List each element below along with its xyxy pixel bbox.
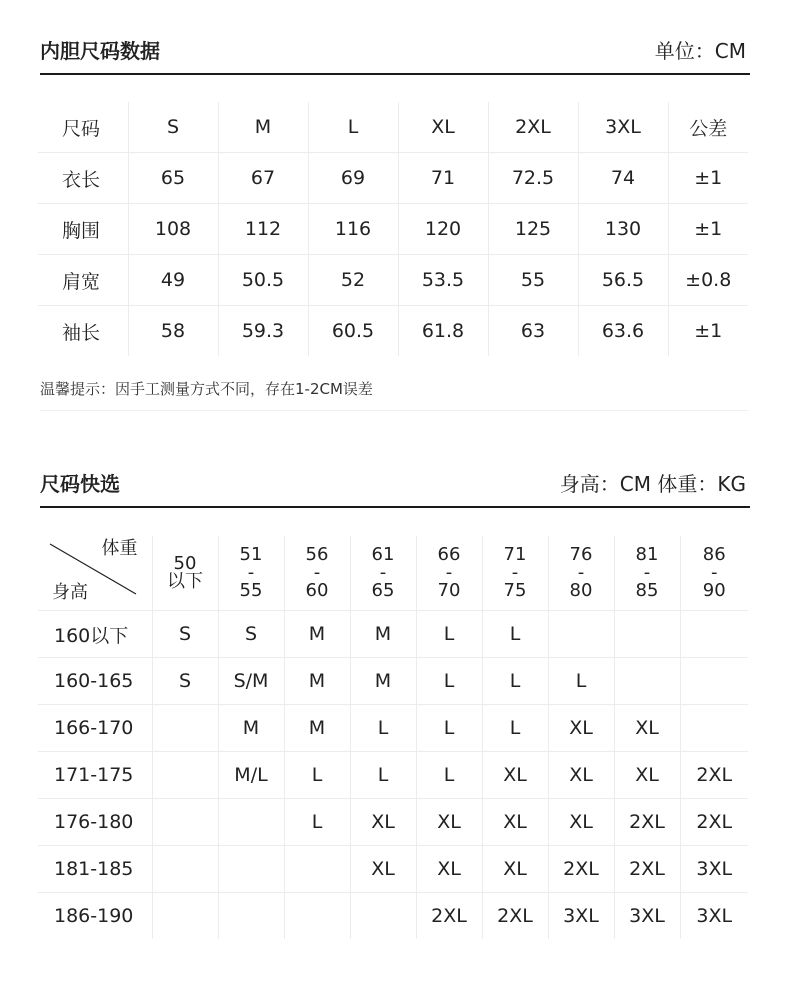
weight-range [152,536,218,611]
recommended-size [680,658,748,705]
recommended-size: XL [614,752,680,799]
recommended-size: M/L [218,752,284,799]
recommended-size: XL [548,799,614,846]
height-range: 166-170 [38,705,152,752]
measurement-value: 108 [128,204,218,255]
height-range: 176-180 [38,799,152,846]
weight-axis-label: 体重 [101,538,138,559]
size-data-unit: 单位：CM [654,39,746,63]
recommended-size [548,611,614,658]
weight-range-part: 以下 [167,571,203,592]
recommended-size [218,799,284,846]
height-row [38,611,748,658]
recommended-size: 3XL [680,846,748,893]
size-data-title: 内胆尺码数据 [40,39,160,63]
measurement-value: 63 [488,306,578,357]
measurement-value: ±1 [694,320,723,342]
recommended-size: S [152,658,218,705]
recommended-size: M [284,658,350,705]
measurement-name: 袖长 [38,306,128,357]
recommended-size: L [482,611,548,658]
weight-range-part: - [247,562,255,583]
recommended-size: L [416,705,482,752]
measurement-value: 56.5 [578,255,668,306]
weight-range-part: 66 [437,544,461,565]
header-divider [40,506,750,508]
recommended-size [152,893,218,940]
size-header-row [38,102,748,153]
measurement-value: 125 [488,204,578,255]
weight-range-part: - [445,562,453,583]
measurement-value: 67 [218,153,308,204]
recommended-size: XL [416,846,482,893]
recommended-size: XL [482,752,548,799]
measurement-value: 71 [398,153,488,204]
weight-range-part: - [379,562,387,583]
weight-range-part: 76 [569,544,593,565]
recommended-size [218,893,284,940]
weight-range-part: 75 [503,580,527,601]
weight-range-part: 60 [305,580,329,601]
recommended-size: 2XL [548,846,614,893]
height-row [38,799,748,846]
size-label: 公差 [668,102,748,153]
height-row [38,846,748,893]
height-row [38,705,748,752]
recommended-size: L [350,752,416,799]
recommended-size [152,846,218,893]
measurement-value: ±0.8 [668,255,748,306]
recommended-size: M [284,705,350,752]
height-range: 181-185 [38,846,152,893]
recommended-size: 2XL [416,893,482,940]
recommended-size: XL [482,846,548,893]
recommended-size: L [416,611,482,658]
weight-range-part: 85 [635,580,659,601]
height-range: 186-190 [38,893,152,940]
weight-range-part: 51 [239,544,263,565]
height-row [38,752,748,799]
weight-range [614,536,680,611]
recommended-size: M [284,611,350,658]
weight-range [218,536,284,611]
recommended-size: L [284,799,350,846]
recommended-size: L [482,705,548,752]
recommended-size: XL [614,705,680,752]
recommended-size [680,705,748,752]
recommended-size: L [284,752,350,799]
weight-range [350,536,416,611]
recommended-size: 2XL [680,752,748,799]
weight-range-part: 50 [173,553,197,574]
measurement-value: 74 [578,153,668,204]
weight-range [416,536,482,611]
size-pick-table [38,536,748,939]
measurement-value: 116 [308,204,398,255]
recommended-size: 3XL [696,905,733,927]
recommended-size: 3XL [614,893,680,940]
weight-range-part: 81 [635,544,659,565]
weight-range [482,536,548,611]
recommended-size [284,893,350,940]
measurement-value: 120 [398,204,488,255]
weight-range-part: 80 [569,580,593,601]
corner-cell [38,536,152,611]
size-label: M [218,102,308,153]
weight-range-part: - [711,562,718,583]
measurement-note: 温馨提示：因手工测量方式不同，存在1-2CM误差 [40,380,373,398]
size-pick-title: 尺码快选 [40,472,120,496]
recommended-size: L [482,658,548,705]
recommended-size [350,893,416,940]
weight-range-part: 90 [702,580,726,601]
size-label: 2XL [488,102,578,153]
measurement-value: ±1 [668,153,748,204]
measurement-value: 53.5 [398,255,488,306]
measurement-value: 58 [128,306,218,357]
size-label: XL [398,102,488,153]
height-range: 160以下 [38,611,152,658]
size-data-header [40,35,750,75]
size-label: L [308,102,398,153]
measurement-value: 52 [308,255,398,306]
weight-range-part: 56 [305,544,329,565]
recommended-size [614,658,680,705]
recommended-size: S/M [218,658,284,705]
recommended-size: L [548,658,614,705]
recommended-size: S [152,611,218,658]
recommended-size: XL [416,799,482,846]
recommended-size: L [416,752,482,799]
size-column-label: 尺码 [38,102,128,153]
weight-range-part: - [643,562,651,583]
recommended-size [218,846,284,893]
size-pick-header [40,468,750,508]
size-label: S [128,102,218,153]
height-row [38,658,748,705]
recommended-size: S [218,611,284,658]
measurement-row [38,204,748,255]
weight-range [284,536,350,611]
weight-range-part: 65 [371,580,395,601]
weight-range-part: - [577,562,585,583]
recommended-size: M [350,658,416,705]
weight-range-part: 70 [437,580,461,601]
recommended-size [284,846,350,893]
measurement-value: 63.6 [578,306,668,357]
measurement-value: ±1 [668,204,748,255]
measurement-value: 50.5 [218,255,308,306]
measurement-row [38,306,748,357]
height-range: 171-175 [38,752,152,799]
recommended-size: 2XL [614,799,680,846]
recommended-size [152,705,218,752]
measurement-value: 112 [218,204,308,255]
weight-range-part: 61 [371,544,395,565]
size-label: 3XL [578,102,668,153]
measurement-value: 65 [128,153,218,204]
measurement-value: 49 [128,255,218,306]
measurement-name: 衣长 [38,153,128,204]
measurement-value: 69 [308,153,398,204]
measurement-name: 胸围 [38,204,128,255]
weight-range-part: - [313,562,321,583]
recommended-size: XL [548,752,614,799]
recommended-size: XL [548,705,614,752]
measurement-row [38,153,748,204]
header-divider [40,73,750,75]
recommended-size: XL [350,846,416,893]
weight-header-row [38,536,748,611]
measurement-value: 55 [488,255,578,306]
weight-range-part: 55 [239,580,263,601]
recommended-size [680,611,748,658]
measurement-value: 61.8 [398,306,488,357]
recommended-size: XL [482,799,548,846]
note-divider [40,410,748,411]
weight-range [548,536,614,611]
measurement-value: 72.5 [488,153,578,204]
recommended-size: XL [350,799,416,846]
recommended-size: 2XL [614,846,680,893]
measurement-row [38,255,748,306]
recommended-size [152,799,218,846]
recommended-size: M [350,611,416,658]
height-range: 160-165 [38,658,152,705]
recommended-size: L [416,658,482,705]
weight-range [680,536,748,611]
size-data-table [38,102,748,356]
measurement-value: 60.5 [308,306,398,357]
measurement-value: 130 [578,204,668,255]
recommended-size: 2XL [680,799,748,846]
height-row [38,893,748,940]
size-pick-unit: 身高：CM 体重：KG [559,472,746,496]
weight-range-part: 71 [503,544,527,565]
recommended-size [152,752,218,799]
recommended-size: L [350,705,416,752]
weight-range-part: - [511,562,519,583]
recommended-size: M [218,705,284,752]
recommended-size: 2XL [482,893,548,940]
weight-range-part: 86 [702,544,726,565]
measurement-value: 59.3 [218,306,308,357]
height-axis-label: 身高 [52,582,88,603]
measurement-name: 肩宽 [38,255,128,306]
recommended-size: 3XL [548,893,614,940]
recommended-size [614,611,680,658]
